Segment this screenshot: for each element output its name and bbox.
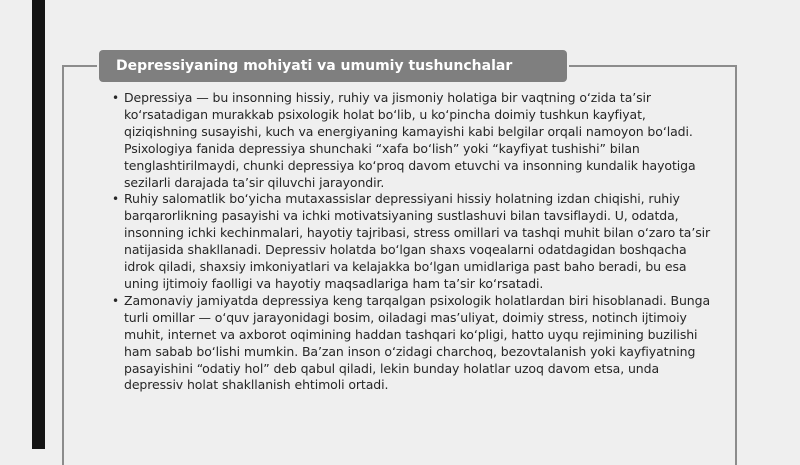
bullet-dot-icon: • [112, 192, 119, 207]
bullet-dot-icon: • [112, 293, 119, 308]
bullet-text: Depressiya — bu insonning hissiy, ruhiy va jismoniy holatiga bir vaqtning o‘zida ta’sir ko‘rsatadigan murakkab psixologik holat bo‘lib, u ko‘pincha doimiy tushkun kayfiyat, qiziqishning susayishi, kuch va energiyaning kamayishi kabi belgilar orqali namoyon bo‘ladi. Psixologiya fanida depressiya shunchaki “xafa bo‘lish” yoki “kayfiyat tushishi” bilan tenglashtirilmaydi, chunki depressiya ko‘proq davom etuvchi va insonning kundalik hayotiga sezilarli darajada ta’sir qiluvchi jarayondir. [124, 90, 696, 190]
bullet-dot-icon: • [112, 91, 119, 105]
bullet-list [112, 90, 712, 394]
left-accent-bar [32, 0, 45, 449]
bullet-item [112, 191, 712, 292]
slide-title: Depressiyaning mohiyati va umumiy tushunchalar [99, 50, 567, 82]
bullet-item [112, 293, 712, 394]
bullet-text: Ruhiy salomatlik bo‘yicha mutaxassislar depressiyani hissiy holatning izdan chiqishi, ruhiy barqarorlikning pasayishi va ichki motivatsiyaning sustlashuvi bilan tavsiflaydi. U, odatda, insonning ichki kechinmalari, hayotiy tajribasi, stress omillari va tashqi muhit bilan o‘zaro ta’sir natijasida shakllanadi. Depressiv holatda bo‘lgan shaxs voqealarni odatdagidan boshqacha idrok qiladi, shaxsiy imkoniyatlari va kelajakka bo‘lgan umidlariga past baho beradi, bu esa uning ijtimoiy faolligi va hayotiy maqsadlariga ham ta’sir ko‘rsatadi. [124, 191, 711, 291]
bullet-text: Zamonaviy jamiyatda depressiya keng tarqalgan psixologik holatlardan biri hisoblanadi. Bunga turli omillar — o‘quv jarayonidagi bosim, oiladagi mas’uliyat, doimiy stress, notinch ijtimoiy muhit, internet va axborot oqimining haddan tashqari ko‘pligi, hatto uyqu rejimining buzilishi ham sabab bo‘lishi mumkin. Ba’zan inson o‘zidagi charchoq, bezovtalanish yoki kayfiyatning pasayishini “odatiy hol” deb qabul qiladi, lekin bunday holatlar uzoq davom etsa, unda depressiv holat shakllanish ehtimoli ortadi. [124, 292, 711, 393]
bullet-item [112, 90, 712, 191]
